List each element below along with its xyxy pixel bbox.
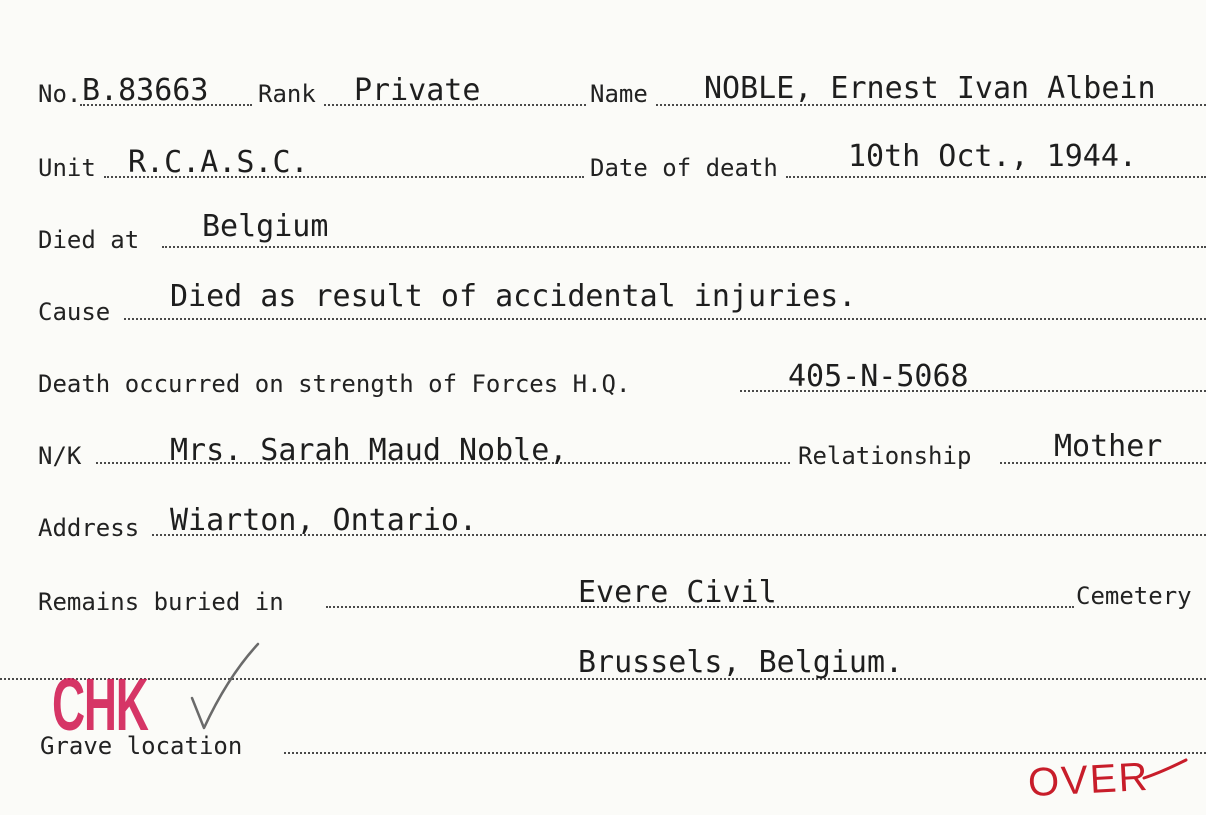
- died-at-value: Belgium: [202, 209, 329, 244]
- rank-label: Rank: [258, 80, 316, 108]
- unit-value: R.C.A.S.C.: [128, 145, 309, 180]
- no-value: B.83663: [82, 73, 209, 108]
- cemetery-label: Cemetery: [1076, 582, 1192, 610]
- died-at-label: Died at: [38, 226, 140, 254]
- rank-value: Private: [354, 73, 481, 108]
- arrow-icon: [1142, 756, 1192, 786]
- address-value: Wiarton, Ontario.: [170, 503, 478, 538]
- name-value: NOBLE, Ernest Ivan Albein: [704, 71, 1156, 106]
- remains-value: Evere Civil: [578, 575, 777, 610]
- date-of-death-value: 10th Oct., 1944.: [848, 139, 1137, 174]
- address-label: Address: [38, 514, 140, 542]
- grave-location-underline: [284, 752, 1206, 754]
- nk-value: Mrs. Sarah Maud Noble,: [170, 433, 568, 468]
- relationship-label: Relationship: [798, 442, 972, 470]
- grave-location-label: Grave location: [40, 732, 243, 760]
- relationship-value: Mother: [1054, 429, 1163, 464]
- unit-label: Unit: [38, 154, 96, 182]
- check-mark-icon: [186, 640, 266, 740]
- strength-label: Death occurred on strength of Forces H.Q.: [38, 370, 631, 398]
- nk-label: N/K: [38, 442, 82, 470]
- over-note: OVER: [1026, 754, 1151, 806]
- date-of-death-label: Date of death: [590, 154, 778, 182]
- chk-stamp: CHK: [52, 663, 148, 746]
- cause-value: Died as result of accidental injuries.: [170, 279, 857, 314]
- cause-underline: [124, 318, 1206, 320]
- no-label: No.: [38, 80, 82, 108]
- location-value: Brussels, Belgium.: [578, 645, 904, 680]
- died-at-underline: [162, 246, 1206, 248]
- date-underline: [786, 176, 1206, 178]
- name-label: Name: [590, 80, 648, 108]
- cause-label: Cause: [38, 298, 111, 326]
- remains-label: Remains buried in: [38, 588, 284, 616]
- strength-value: 405-N-5068: [788, 359, 969, 394]
